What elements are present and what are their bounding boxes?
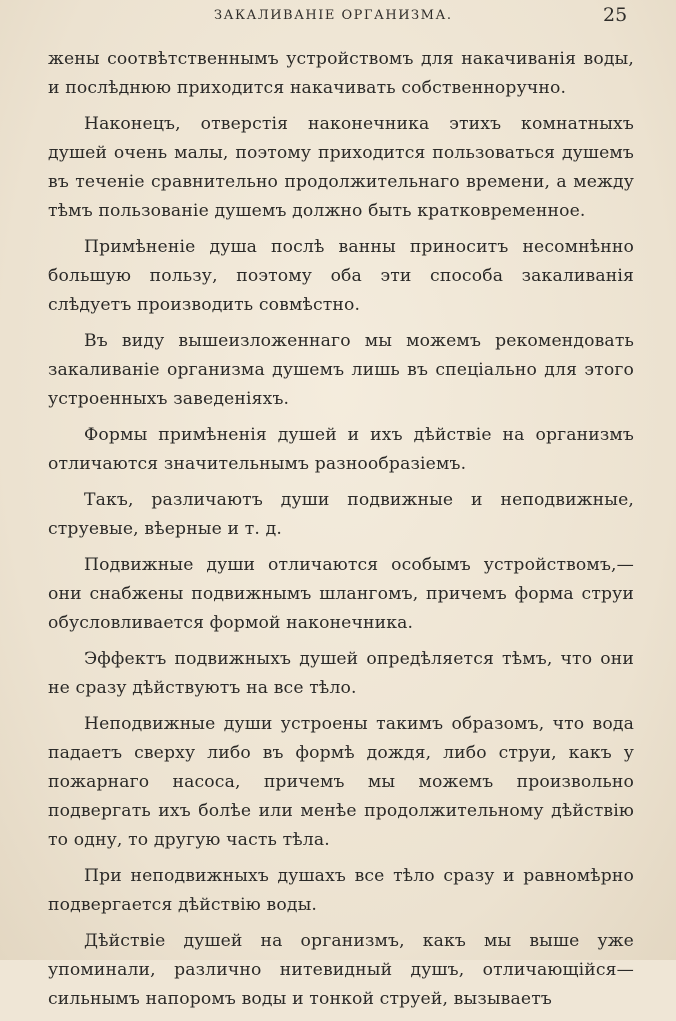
paragraph-8: Эффектъ подвижныхъ душей опредѣляется тѣмъ, что они не сразу дѣйствуютъ на все тѣло.	[48, 649, 634, 698]
paragraph-4: Въ виду вышеизложеннаго мы можемъ рекомендовать закаливаніе организма душемъ лишь въ спеціально для этого устроенныхъ заведеніяхъ.	[48, 331, 634, 409]
body-text	[48, 45, 634, 1021]
paragraph-6: Такъ, различаютъ души подвижные и неподвижные, струевые, вѣерные и т. д.	[48, 490, 634, 539]
running-head: ЗАКАЛИВАНІЕ ОРГАНИЗМА.	[214, 8, 453, 23]
page-number: 25	[603, 4, 628, 26]
paragraph-11: Дѣйствіе душей на организмъ, какъ мы выше уже упоминали, различно нитевидный душъ, отличающійся— сильнымъ напоромъ воды и тонкой струей, вызываетъ	[48, 931, 634, 1009]
paragraph-1: жены соотвѣтственнымъ устройствомъ для накачиванія воды, и послѣднюю приходится накачивать собственноручно.	[48, 49, 634, 98]
paragraph-2: Наконецъ, отверстія наконечника этихъ комнатныхъ душей очень малы, поэтому приходится пользоваться душемъ въ теченіе сравнительно продолжительнаго времени, а между тѣмъ пользованіе душемъ должно быть кратковременное.	[48, 114, 634, 221]
paragraph-10: При неподвижныхъ душахъ все тѣло сразу и равномѣрно подвергается дѣйствію воды.	[48, 866, 634, 915]
paragraph-5: Формы примѣненія душей и ихъ дѣйствіе на организмъ отличаются значительнымъ разнообразіемъ.	[48, 425, 634, 474]
paragraph-3: Примѣненіе душа послѣ ванны приноситъ несомнѣнно большую пользу, поэтому оба эти способа закаливанія слѣдуетъ производить совмѣстно.	[48, 237, 634, 315]
paragraph-9: Неподвижные души устроены такимъ образомъ, что вода падаетъ сверху либо въ формѣ дождя, либо струи, какъ у пожарнаго насоса, причемъ мы можемъ произвольно подвергать ихъ болѣе или менѣе продолжительному дѣйствію то одну, то другую часть тѣла.	[48, 714, 634, 850]
paragraph-7: Подвижные души отличаются особымъ устройствомъ,— они снабжены подвижнымъ шлангомъ, причемъ форма струи обусловливается формой наконечника.	[48, 555, 634, 633]
